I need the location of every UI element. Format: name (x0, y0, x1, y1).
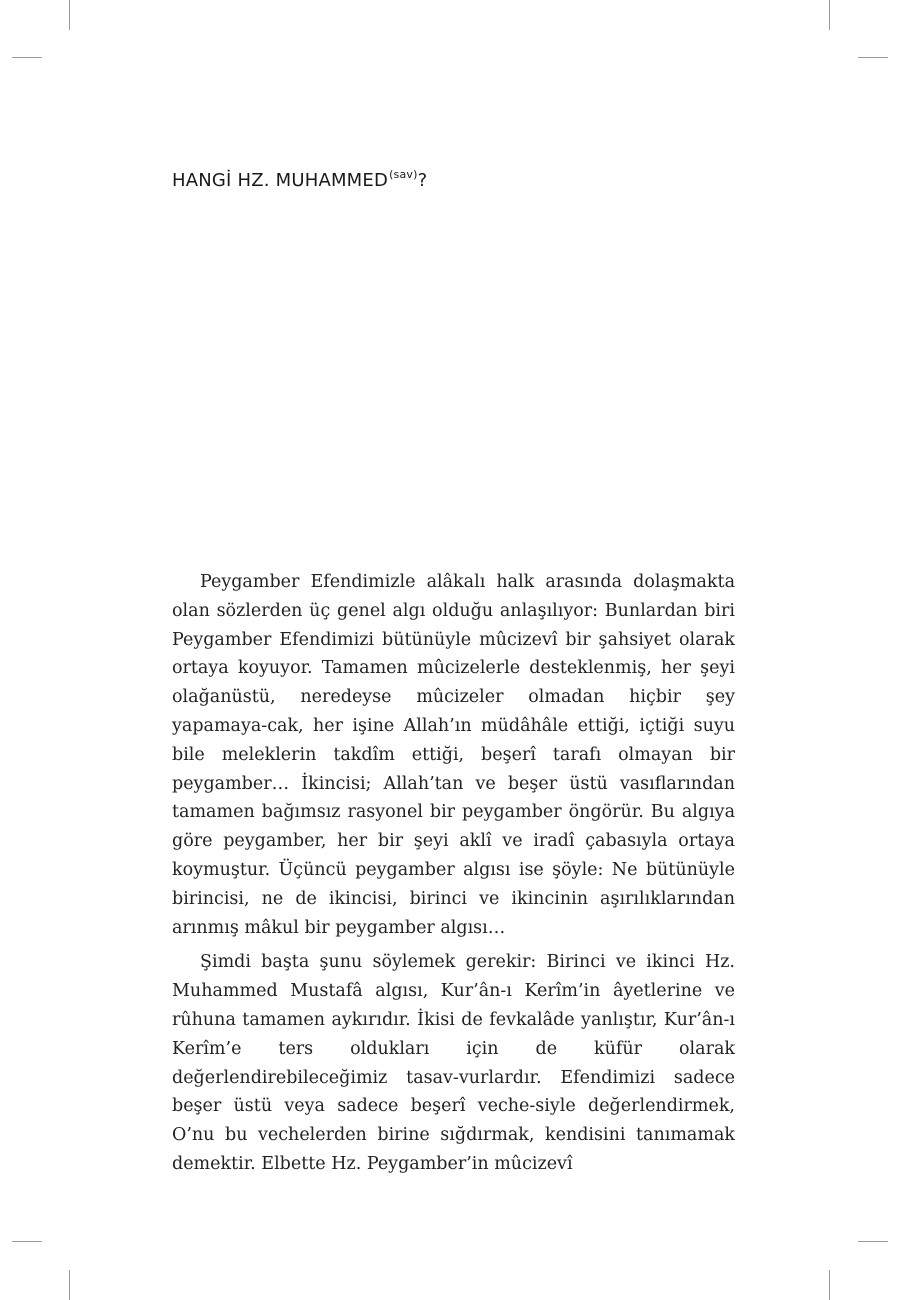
crop-mark-bottom-right-vertical (829, 1270, 830, 1300)
crop-mark-top-right-vertical (829, 0, 830, 30)
crop-mark-top-left-horizontal (12, 57, 42, 58)
running-head-superscript: (sav) (389, 168, 418, 181)
running-head (172, 168, 427, 191)
crop-mark-bottom-left-vertical (69, 1270, 70, 1300)
paragraph-1: Peygamber Efendimizle alâkalı halk arasında dolaşmakta olan sözlerden üç genel algı olduğu anlaşılıyor: Bunlardan biri Peygamber Efendimizi bütünüyle mûcizevî bir şahsiyet olarak ortaya koyuyor. Tamamen mûcizelerle desteklenmiş, her şeyi olağanüstü, neredeyse mûcizeler olmadan hiçbir şey yapamaya-cak, her işine Allah’ın müdâhâle ettiği, içtiği suyu bile meleklerin takdîm ettiği, beşerî tarafı olmayan bir peygamber… İkincisi; Allah’tan ve beşer üstü vasıflarından tamamen bağımsız rasyonel bir peygamber öngörür. Bu algıya göre peygamber, her bir şeyi aklî ve iradî çabasıyla ortaya koymuştur. Üçüncü peygamber algısı ise şöyle: Ne bütünüyle birincisi, ne de ikincisi, birinci ve ikincinin aşırılıklarından arınmış mâkul bir peygamber algısı… (172, 572, 735, 938)
body-text (172, 568, 735, 1185)
crop-mark-top-left-vertical (69, 0, 70, 30)
paragraph-2: Şimdi başta şunu söylemek gerekir: Birinci ve ikinci Hz. Muhammed Mustafâ algısı, Kur’ân-ı Kerîm’in âyetlerine ve rûhuna tamamen aykırıdır. İkisi de fevkalâde yanlıştır, Kur’ân-ı Kerîm’e ters oldukları için de küfür olarak değerlendirebileceğimiz tasav-vurlardır. Efendimizi sadece beşer üstü veya sadece beşerî veche-siyle değerlendirmek, O’nu bu vechelerden birine sığdırmak, kendisini tanımamak demektir. Elbette Hz. Peygamber’in mûcizevî (172, 952, 735, 1174)
crop-mark-bottom-right-horizontal (858, 1241, 888, 1242)
crop-mark-top-right-horizontal (858, 57, 888, 58)
running-head-suffix: ? (417, 170, 428, 191)
running-head-title: HANGİ HZ. MUHAMMED (172, 170, 389, 191)
crop-mark-bottom-left-horizontal (12, 1241, 42, 1242)
